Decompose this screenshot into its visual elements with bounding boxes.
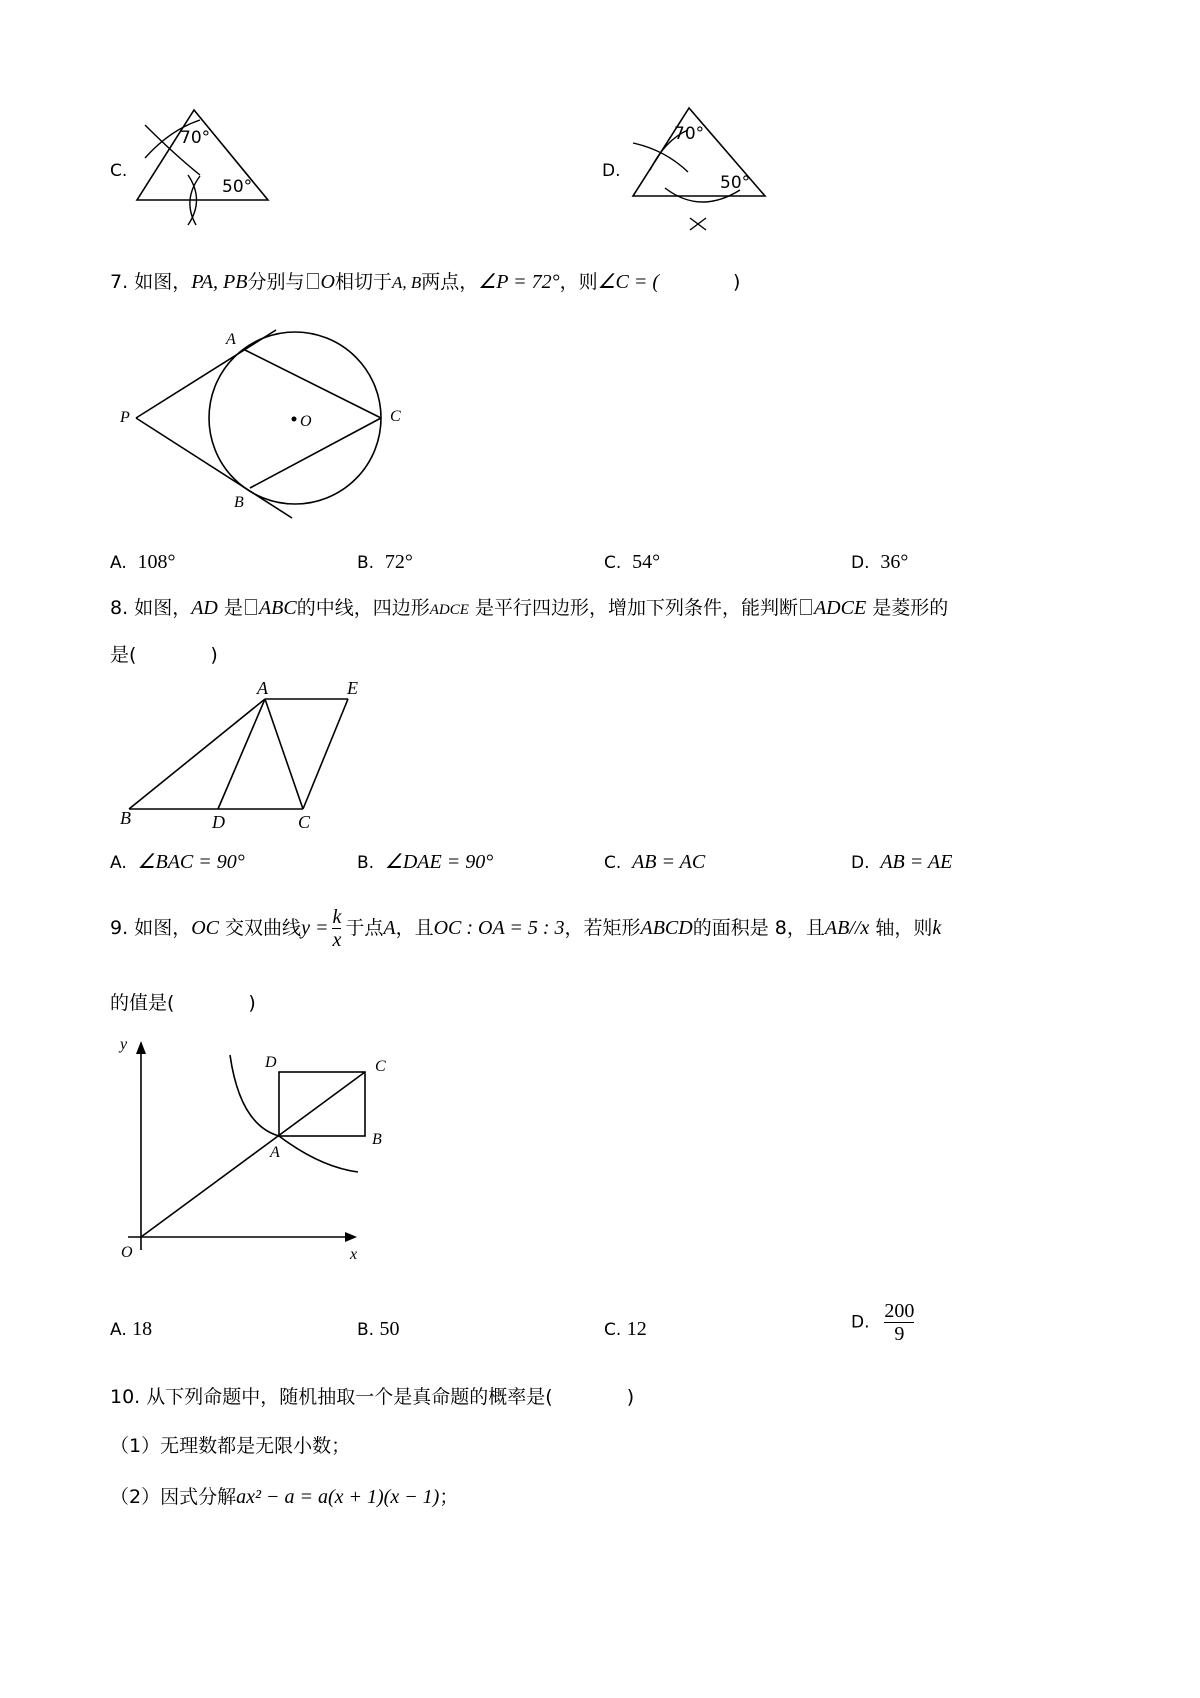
q7-option-d[interactable]: D. 36° (851, 551, 909, 573)
q8-number: 8. (110, 597, 129, 619)
q9-number: 9. (110, 917, 129, 939)
q8-label-e: E (347, 678, 358, 698)
q8-line2: 是( (110, 644, 137, 666)
q9-text-7: 轴，则 (875, 917, 933, 939)
q7-text-5: ，则 (559, 271, 598, 293)
q7-text-2: 分别与 (247, 271, 305, 293)
q7-text-3: 相切于 (334, 271, 392, 293)
q7-label-a: A (226, 331, 236, 348)
q8-close-paren: ) (210, 644, 218, 666)
q9-line2: 的值是( (110, 992, 175, 1014)
q9-option-d[interactable]: D. $\frac{200}{9}$ (851, 1300, 915, 1345)
q9-label-y: y (120, 1036, 128, 1053)
q10-question (110, 1385, 634, 1409)
q7-text-4: 两点， (421, 271, 479, 293)
q7-text-1: 如图， (134, 271, 192, 293)
q10-item2-suffix: ； (439, 1486, 459, 1508)
q9-label-x: x (350, 1246, 358, 1263)
q7-circle-o: O (320, 271, 335, 293)
q8-adce: ADCE (813, 597, 867, 619)
q9-label-a: A (270, 1144, 280, 1161)
q9-option-d-fraction: $\frac{200}{9}$ (884, 1300, 915, 1345)
q9-text-3: 于点 (345, 917, 384, 939)
q9-option-a[interactable]: A. 18 (110, 1318, 153, 1340)
q7-option-a[interactable]: A. 108° (110, 551, 176, 573)
q9-oc: OC (191, 917, 219, 939)
q7-angle-c: ∠C = ( (597, 271, 660, 293)
q10-number: 10. (110, 1386, 141, 1408)
q9-label-b: B (372, 1131, 382, 1148)
q7-pa-pb: PA, PB (191, 271, 248, 293)
q6-option-c-label: C. (110, 161, 128, 181)
q10-item-1: （1）无理数都是无限小数； (110, 1435, 351, 1457)
q9-y-eq: y = (301, 917, 329, 939)
q10-item2-math: ax² − a = a(x + 1)(x − 1) (236, 1486, 440, 1508)
q7-ab-points: A, B (391, 273, 422, 292)
q9-text-5: ，若矩形 (564, 917, 641, 939)
q8-text-5: 是菱形的 (872, 597, 949, 619)
q8-text-2: 是 (223, 597, 243, 619)
q8-text-3: 的中线，四边形 (296, 597, 430, 619)
q7-angle-p: ∠P = 72° (478, 271, 560, 293)
q8-adce-small: ADCE (429, 602, 469, 618)
q7-label-c: C (390, 408, 401, 425)
q9-label-o: O (121, 1244, 133, 1261)
q9-option-b[interactable]: B. 50 (357, 1318, 400, 1340)
q9-frac-den: x (332, 929, 342, 951)
q8-text-1: 如图， (134, 597, 192, 619)
q7-label-b: B (234, 494, 244, 511)
q9-option-c[interactable]: C. 12 (604, 1318, 647, 1340)
q8-label-b: B (120, 808, 131, 828)
q7-close-paren: ) (733, 271, 741, 293)
q7-number: 7. (110, 271, 129, 293)
q10-item2-prefix: （2）因式分解 (110, 1486, 237, 1508)
q9-text-6: 的面积是 8，且 (692, 917, 825, 939)
q8-text-4: 是平行四边形，增加下列条件，能判断 (474, 597, 798, 619)
q9-label-d: D (265, 1054, 277, 1071)
q8-ad: AD (191, 597, 218, 619)
q6-d-angle-70: 70° (674, 124, 705, 144)
q8-label-c: C (298, 812, 311, 832)
q7-option-c[interactable]: C. 54° (604, 551, 661, 573)
q9-frac-num: k (332, 906, 342, 928)
q9-text-1: 如图， (134, 917, 192, 939)
q9-text-4: ，且 (395, 917, 434, 939)
q7-label-o: O (300, 413, 312, 430)
q6-c-angle-50: 50° (222, 177, 253, 197)
q9-close-paren: ) (248, 992, 256, 1014)
q7-label-p: P (120, 409, 130, 426)
q9-label-c: C (375, 1058, 386, 1075)
q8-option-d[interactable]: D. AB = AE (851, 851, 953, 873)
q10-item-2 (110, 1485, 458, 1509)
q10-close-paren: ) (626, 1386, 635, 1408)
q9-parallel: AB//x (824, 917, 870, 939)
q8-abc: ABC (258, 597, 297, 619)
q9-point-a: A (383, 917, 396, 939)
q7-option-b[interactable]: B. 72° (357, 551, 413, 573)
q8-option-b[interactable]: B. ∠DAE = 90° (357, 851, 494, 873)
q9-text-2: 交双曲线 (225, 917, 302, 939)
q8-option-c[interactable]: C. AB = AC (604, 851, 706, 873)
q9-abcd: ABCD (640, 917, 693, 939)
q9-k: k (932, 917, 942, 939)
q6-d-angle-50: 50° (720, 173, 751, 193)
q8-label-d: D (212, 812, 225, 832)
q8-label-a: A (257, 678, 268, 698)
q6-c-angle-70: 70° (180, 128, 211, 148)
q9-ratio: OC : OA = 5 : 3 (433, 917, 565, 939)
q10-text: 从下列命题中，随机抽取一个是真命题的概率是( (146, 1386, 553, 1408)
q8-option-a[interactable]: A. ∠BAC = 90° (110, 851, 245, 873)
q6-option-d-label: D. (602, 161, 621, 181)
